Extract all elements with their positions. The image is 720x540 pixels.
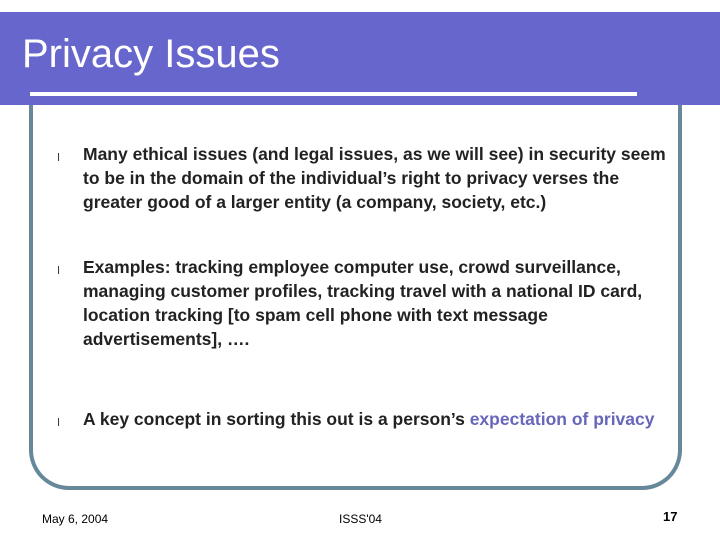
bullet-item-3 xyxy=(83,407,673,431)
footer-center: ISSS'04 xyxy=(339,512,382,526)
footer-date: May 6, 2004 xyxy=(42,512,109,526)
title-underline xyxy=(30,92,637,96)
bullet-item-3-text: A key concept in sorting this out is a person’s xyxy=(83,409,470,429)
highlight-term: expectation of privacy xyxy=(469,409,655,429)
bullet-icon: l xyxy=(57,151,61,164)
bullet-icon: l xyxy=(57,264,61,277)
bullet-icon: l xyxy=(57,416,61,429)
slide-title: Privacy Issues xyxy=(22,32,280,76)
bullet-item-1: Many ethical issues (and legal issues, as we will see) in security seem to be in the domain of the individual’s right to privacy verses the greater good of a larger entity (a company, society, etc.) xyxy=(83,144,666,212)
bullet-item-2: Examples: tracking employee computer use, crowd surveillance, managing customer profiles, tracking travel with a national ID card, location tracking [to spam cell phone with text message advertisements], …. xyxy=(83,257,643,349)
page-number: 17 xyxy=(663,509,678,524)
